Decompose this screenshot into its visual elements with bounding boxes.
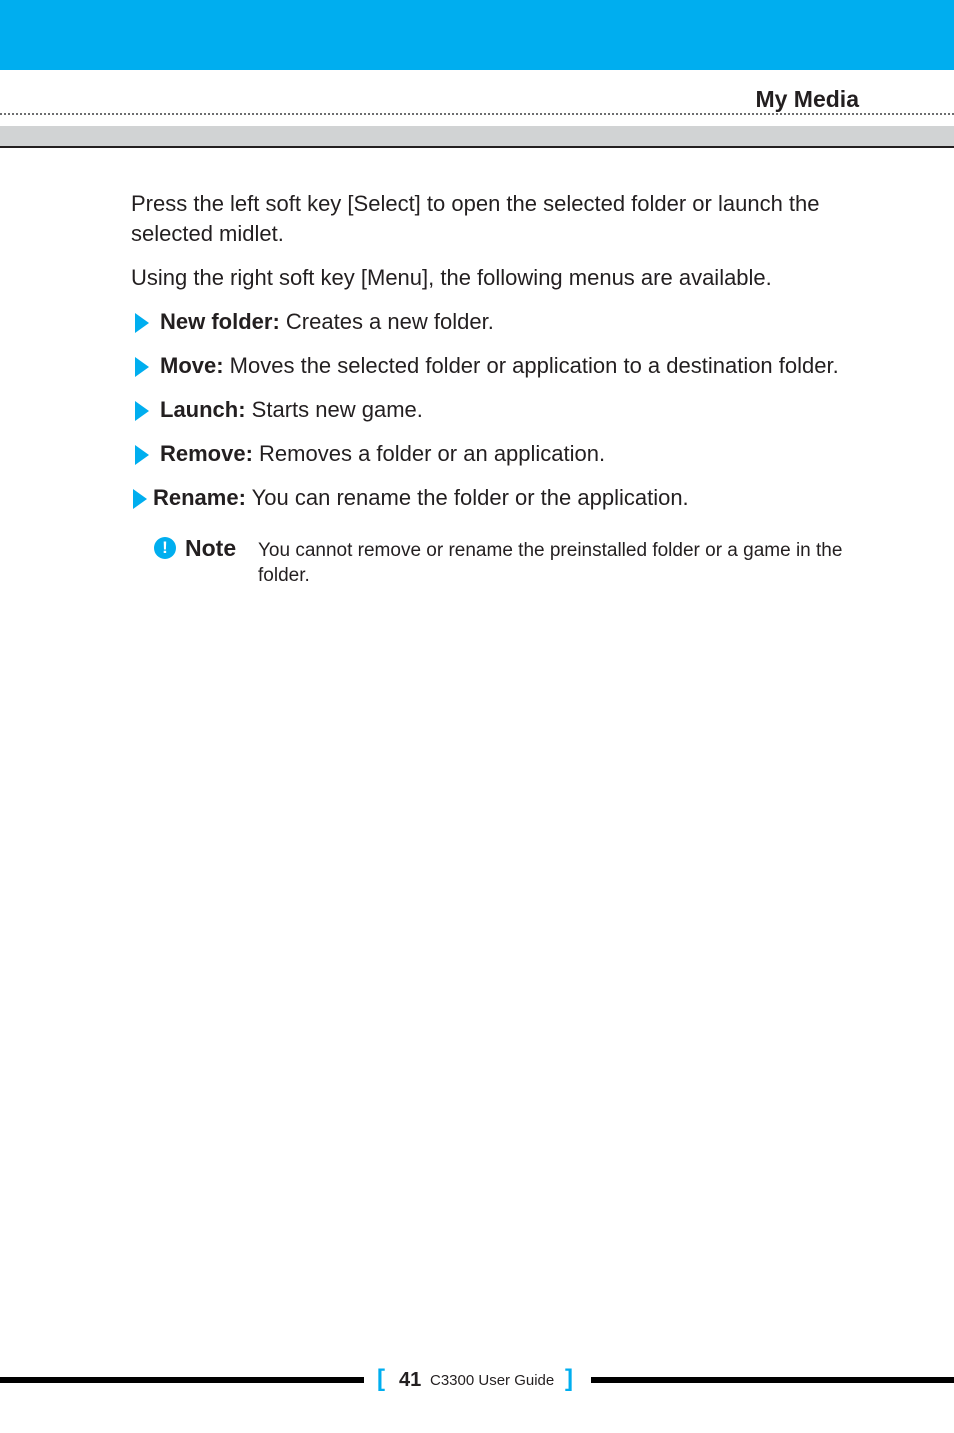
menu-item-term: Rename: [153, 485, 246, 510]
arrow-bullet-icon [135, 313, 149, 333]
menu-item-term: Launch: [160, 397, 246, 422]
menu-item-launch [131, 395, 871, 425]
dotted-divider [0, 113, 954, 115]
menu-item-rename [131, 483, 871, 513]
arrow-bullet-icon [133, 489, 147, 509]
footer-rule-right [591, 1377, 954, 1383]
arrow-bullet-icon [135, 401, 149, 421]
footer-bracket-left: [ [377, 1365, 385, 1392]
menu-item-description: Removes a folder or an application. [252, 441, 606, 466]
menu-item-description: Starts new game. [245, 397, 423, 422]
menu-item-new-folder [131, 307, 871, 337]
menu-item-description: Moves the selected folder or application to a destination folder. [223, 353, 839, 378]
menu-item-term: New folder: [160, 309, 280, 334]
menu-item-remove [131, 439, 871, 469]
note-box [154, 533, 871, 593]
guide-title: C3300 User Guide [430, 1372, 555, 1389]
intro-paragraph-1: Press the left soft key [Select] to open the selected folder or launch the selected midlet. [131, 191, 820, 246]
intro-paragraph-2: Using the right soft key [Menu], the following menus are available. [131, 265, 772, 290]
footer-rule-left [0, 1377, 364, 1383]
section-title: My Media [755, 86, 859, 112]
arrow-bullet-icon [135, 357, 149, 377]
menu-item-term: Remove: [160, 441, 253, 466]
exclamation-icon: ! [154, 537, 176, 559]
menu-item-description: You can rename the folder or the application. [245, 485, 689, 510]
page-content [131, 189, 871, 593]
arrow-bullet-icon [135, 445, 149, 465]
footer-bracket-right: ] [565, 1365, 573, 1392]
note-label: Note [185, 535, 237, 561]
page-number: 41 [399, 1369, 422, 1391]
top-color-band [0, 0, 954, 70]
header-gray-band [0, 126, 954, 148]
page-footer [0, 1362, 954, 1398]
menu-item-term: Move: [160, 353, 224, 378]
note-text: You cannot remove or rename the preinstalled folder or a game in the folder. [258, 540, 843, 586]
menu-item-move [131, 351, 871, 381]
menu-item-description: Creates a new folder. [279, 309, 494, 334]
